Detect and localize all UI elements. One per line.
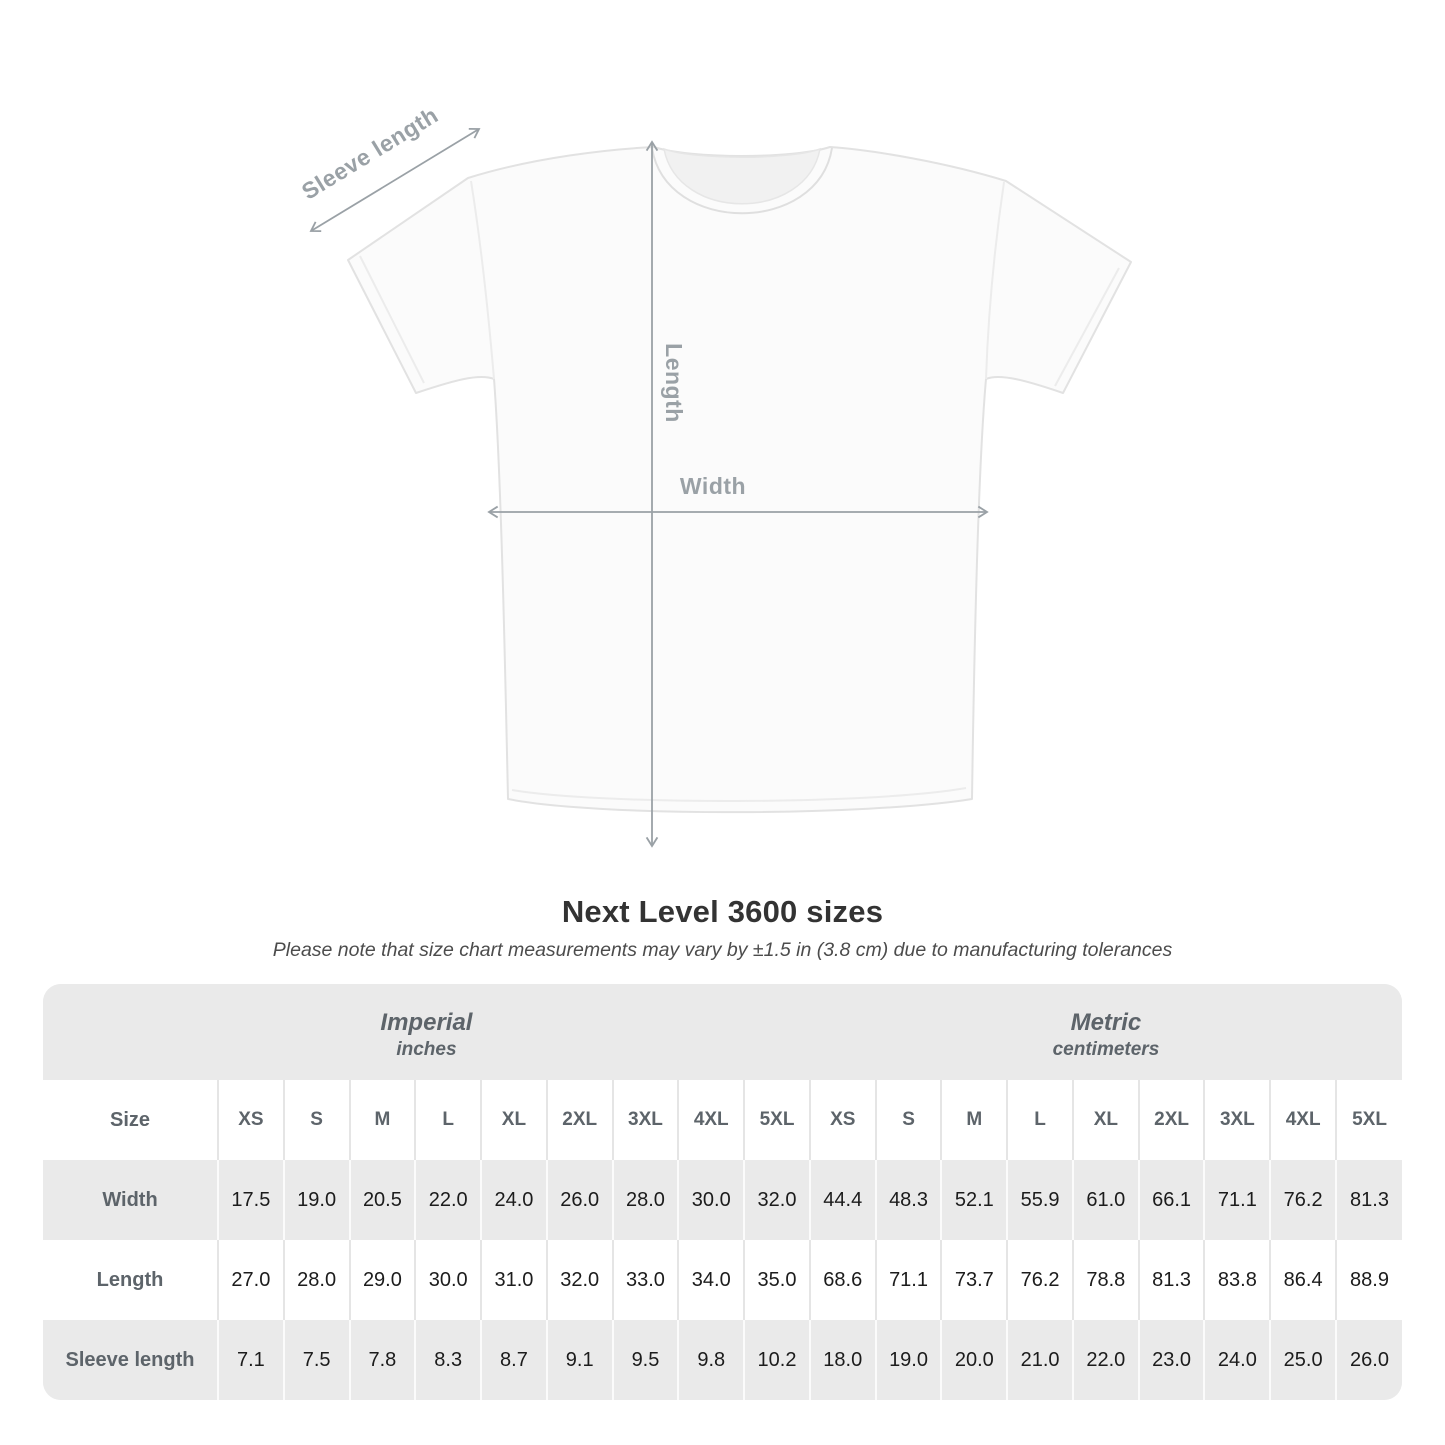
measurement-value: 44.4 [810,1160,876,1240]
measurement-value: 73.7 [941,1240,1007,1320]
unit-band-row [43,984,1402,1080]
measurement-value: 76.2 [1270,1160,1336,1240]
size-col-header: XS [810,1080,876,1160]
tolerance-note: Please note that size chart measurements may vary by ±1.5 in (3.8 cm) due to manufacturing tolerances [272,939,1173,961]
measurement-value: 55.9 [1007,1160,1073,1240]
measurement-value: 24.0 [1204,1320,1270,1400]
measurement-value: 28.0 [613,1160,679,1240]
page-title: Next Level 3600 sizes [561,894,884,929]
sleeve-length-label: Sleeve length [297,101,443,205]
measurement-row-label: Sleeve length [43,1320,218,1400]
measurement-value: 71.1 [876,1240,942,1320]
measurement-value: 76.2 [1007,1240,1073,1320]
measurement-value: 7.8 [350,1320,416,1400]
measurement-value: 19.0 [284,1160,350,1240]
measurement-value: 9.5 [613,1320,679,1400]
measurement-value: 78.8 [1073,1240,1139,1320]
measurement-value: 48.3 [876,1160,942,1240]
size-header-row [43,1080,1402,1160]
size-col-header: 2XL [547,1080,613,1160]
measurement-value: 19.0 [876,1320,942,1400]
size-col-header: 4XL [678,1080,744,1160]
measurement-value: 66.1 [1139,1160,1205,1240]
size-col-header: XS [218,1080,284,1160]
measurement-row [43,1320,1402,1400]
metric-label: Metric [1070,1008,1142,1036]
measurement-value: 22.0 [1073,1320,1139,1400]
size-chart-table [43,984,1402,1400]
size-col-header: 2XL [1139,1080,1205,1160]
measurement-value: 30.0 [678,1160,744,1240]
measurement-value: 7.1 [218,1320,284,1400]
measurement-value: 21.0 [1007,1320,1073,1400]
measurement-value: 81.3 [1139,1240,1205,1320]
measurement-value: 28.0 [284,1240,350,1320]
measurement-value: 32.0 [744,1160,810,1240]
size-corner-label: Size [43,1080,218,1160]
size-col-header: 4XL [1270,1080,1336,1160]
measurement-value: 10.2 [744,1320,810,1400]
size-col-header: 5XL [744,1080,810,1160]
measurement-value: 34.0 [678,1240,744,1320]
measurement-value: 22.0 [415,1160,481,1240]
width-label: Width [679,473,747,499]
measurement-value: 27.0 [218,1240,284,1320]
size-col-header: L [415,1080,481,1160]
measurement-value: 20.0 [941,1320,1007,1400]
measurement-value: 68.6 [810,1240,876,1320]
measurement-value: 61.0 [1073,1160,1139,1240]
size-col-header: XL [1073,1080,1139,1160]
measurement-value: 83.8 [1204,1240,1270,1320]
measurement-value: 24.0 [481,1160,547,1240]
imperial-sublabel: inches [396,1038,457,1060]
measurement-value: 26.0 [1336,1320,1402,1400]
size-col-header: S [284,1080,350,1160]
metric-sublabel: centimeters [1052,1038,1160,1060]
imperial-group-header [43,984,810,1080]
metric-group-header [810,984,1402,1080]
measurement-row-label: Length [43,1240,218,1320]
measurement-value: 86.4 [1270,1240,1336,1320]
length-label: Length [661,343,687,423]
size-col-header: 3XL [1204,1080,1270,1160]
size-col-header: M [941,1080,1007,1160]
measurement-row-label: Width [43,1160,218,1240]
measurement-value: 8.3 [415,1320,481,1400]
measurement-value: 8.7 [481,1320,547,1400]
size-col-header: 5XL [1336,1080,1402,1160]
measurement-value: 32.0 [547,1240,613,1320]
measurement-value: 31.0 [481,1240,547,1320]
measurement-value: 20.5 [350,1160,416,1240]
measurement-value: 81.3 [1336,1160,1402,1240]
measurement-value: 29.0 [350,1240,416,1320]
imperial-label: Imperial [380,1008,473,1036]
measurement-row [43,1240,1402,1320]
measurement-value: 35.0 [744,1240,810,1320]
measurement-value: 30.0 [415,1240,481,1320]
size-col-header: L [1007,1080,1073,1160]
measurement-value: 52.1 [941,1160,1007,1240]
measurement-value: 9.1 [547,1320,613,1400]
size-col-header: XL [481,1080,547,1160]
measurement-row [43,1160,1402,1240]
size-chart-table-container [43,984,1402,1400]
measurement-value: 9.8 [678,1320,744,1400]
measurement-value: 17.5 [218,1160,284,1240]
measurement-value: 18.0 [810,1320,876,1400]
size-col-header: 3XL [613,1080,679,1160]
measurement-value: 88.9 [1336,1240,1402,1320]
measurement-value: 25.0 [1270,1320,1336,1400]
measurement-value: 26.0 [547,1160,613,1240]
measurement-value: 23.0 [1139,1320,1205,1400]
measurement-value: 7.5 [284,1320,350,1400]
size-table-body [43,1160,1402,1400]
measurement-value: 33.0 [613,1240,679,1320]
size-col-header: S [876,1080,942,1160]
measurement-value: 71.1 [1204,1160,1270,1240]
size-col-header: M [350,1080,416,1160]
